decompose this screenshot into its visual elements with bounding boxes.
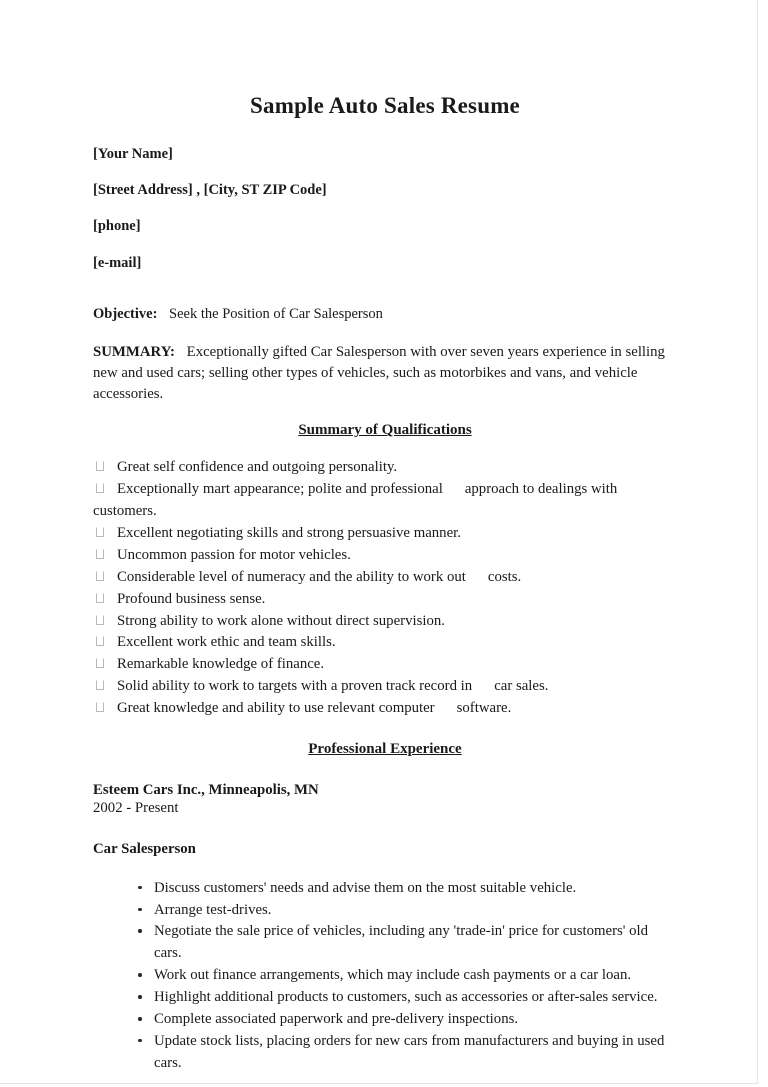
qualification-text-cont: car sales. (494, 678, 549, 695)
job-title: Car Salesperson (93, 840, 196, 857)
empty-box-bullet-icon (96, 593, 104, 603)
qualifications-heading-label: Summary of Qualifications (298, 422, 472, 439)
list-item (93, 589, 677, 611)
duty-text: Highlight additional products to customers, such as accessories or after-sales service. (154, 989, 658, 1006)
list-item (93, 545, 677, 567)
empty-box-bullet-icon (96, 702, 104, 712)
qualification-text-cont: approach to dealings with (464, 481, 618, 498)
qualification-text: Exceptionally mart appearance; polite and professional (117, 481, 443, 498)
round-bullet-icon (138, 1017, 142, 1021)
round-bullet-icon (138, 886, 142, 890)
list-item (93, 457, 677, 479)
page-edge-bottom (0, 1083, 758, 1084)
list-item (93, 698, 677, 720)
list-item (138, 878, 677, 900)
qualification-text-wrap: customers. (93, 503, 157, 520)
list-item (138, 965, 677, 987)
empty-box-bullet-icon (96, 680, 104, 690)
list-item (138, 987, 677, 1009)
empty-box-bullet-icon (96, 571, 104, 581)
duty-text: Negotiate the sale price of vehicles, including any 'trade-in' price for customers' old cars. (154, 923, 649, 962)
list-item (93, 632, 677, 654)
objective-text: Seek the Position of Car Salesperson (169, 306, 383, 323)
experience-heading-label: Professional Experience (308, 740, 462, 757)
list-item (93, 654, 677, 676)
page-title: Sample Auto Sales Resume (250, 93, 520, 118)
contact-address: [Street Address] , [City, ST ZIP Code] (93, 181, 327, 198)
qualification-text: Great knowledge and ability to use relevant computer (117, 700, 435, 717)
qualification-text: Uncommon passion for motor vehicles. (117, 546, 351, 563)
qualification-text-cont: costs. (487, 568, 522, 585)
qualification-text: Great self confidence and outgoing personality. (117, 459, 398, 476)
qualifications-list (93, 457, 677, 720)
empty-box-bullet-icon (96, 658, 104, 668)
objective-section (93, 305, 677, 323)
qualification-text: Profound business sense. (117, 590, 266, 607)
experience-heading (93, 741, 677, 758)
duties-list (93, 878, 677, 1075)
empty-box-bullet-icon (96, 549, 104, 559)
duty-text: Complete associated paperwork and pre-delivery inspections. (154, 1011, 519, 1028)
qualification-text: Solid ability to work to targets with a proven track record in (117, 678, 473, 695)
contact-email: [e-mail] (93, 254, 142, 271)
list-item (138, 1009, 677, 1031)
summary-section (93, 342, 677, 405)
contact-name: [Your Name] (93, 145, 173, 162)
round-bullet-icon (138, 908, 142, 912)
employer-name: Esteem Cars Inc., Minneapolis, MN (93, 781, 319, 798)
empty-box-bullet-icon (96, 461, 104, 471)
duty-text: Arrange test-drives. (154, 901, 272, 918)
empty-box-bullet-icon (96, 636, 104, 646)
list-item (93, 567, 677, 589)
summary-text: Exceptionally gifted Car Salesperson with over seven years experience in selling new and used cars; selling other types of vehicles, such as motorbikes and vans, and vehicle accessories. (93, 344, 665, 403)
list-item (93, 523, 677, 545)
employment-dates: 2002 - Present (93, 800, 179, 817)
empty-box-bullet-icon (96, 527, 104, 537)
list-item (93, 676, 677, 698)
qualifications-heading (93, 422, 677, 439)
list-item (93, 479, 677, 523)
empty-box-bullet-icon (96, 615, 104, 625)
qualification-text: Excellent work ethic and team skills. (117, 634, 336, 651)
round-bullet-icon (138, 995, 142, 999)
qualification-text: Strong ability to work alone without direct supervision. (117, 612, 445, 629)
list-item (138, 1031, 677, 1075)
objective-label: Objective: (93, 306, 158, 323)
duty-text: Work out finance arrangements, which may include cash payments or a car loan. (154, 967, 632, 984)
contact-block (93, 146, 677, 273)
duty-text: Discuss customers' needs and advise them on the most suitable vehicle. (154, 879, 577, 896)
round-bullet-icon (138, 973, 142, 977)
qualification-text: Excellent negotiating skills and strong persuasive manner. (117, 524, 461, 541)
list-item (138, 900, 677, 922)
contact-phone: [phone] (93, 218, 141, 235)
list-item (138, 921, 677, 965)
round-bullet-icon (138, 929, 142, 933)
duty-text: Update stock lists, placing orders for new cars from manufacturers and buying in used cars. (154, 1032, 665, 1071)
empty-box-bullet-icon (96, 483, 104, 493)
page-edge-right (757, 0, 758, 1083)
document-content (93, 0, 677, 1075)
list-item (93, 611, 677, 633)
qualification-text: Remarkable knowledge of finance. (117, 656, 325, 673)
round-bullet-icon (138, 1039, 142, 1043)
qualification-text: Considerable level of numeracy and the ability to work out (117, 568, 466, 585)
summary-label: SUMMARY: (93, 344, 175, 361)
qualification-text-cont: software. (456, 700, 512, 717)
